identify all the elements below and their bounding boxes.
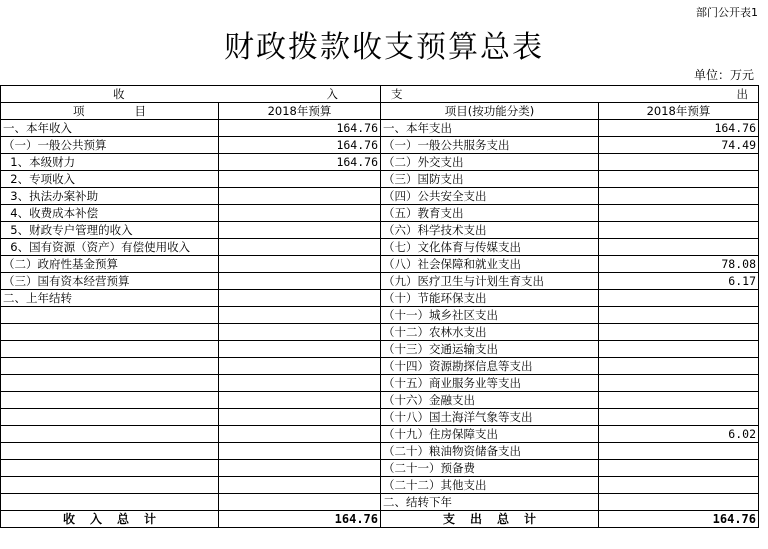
expense-amount-cell	[599, 460, 759, 477]
expense-amount-cell	[599, 477, 759, 494]
table-row	[1, 477, 759, 494]
expense-item-cell: （十二）农林水支出	[381, 324, 599, 341]
table-row	[1, 409, 759, 426]
expense-amount-cell	[599, 392, 759, 409]
income-item-cell	[1, 358, 219, 375]
expense-item-cell: （六）科学技术支出	[381, 222, 599, 239]
income-item-cell	[1, 392, 219, 409]
table-row	[1, 358, 759, 375]
table-row	[1, 426, 759, 443]
income-item-cell: 3、执法办案补助	[1, 188, 219, 205]
expense-item-cell: （十五）商业服务业等支出	[381, 375, 599, 392]
income-item-cell: （三）国有资本经营预算	[1, 273, 219, 290]
expense-item-cell: （五）教育支出	[381, 205, 599, 222]
income-amount-cell	[219, 443, 381, 460]
table-row	[1, 460, 759, 477]
income-amount-cell	[219, 341, 381, 358]
income-amount-cell	[219, 307, 381, 324]
income-item-cell: （一）一般公共预算	[1, 137, 219, 154]
income-item-cell: 二、上年结转	[1, 290, 219, 307]
expense-budget-column-header: 2018年预算	[599, 103, 759, 120]
income-item-cell: 4、收费成本补偿	[1, 205, 219, 222]
income-item-cell	[1, 426, 219, 443]
expense-item-cell: （十三）交通运输支出	[381, 341, 599, 358]
expense-item-cell: （九）医疗卫生与计划生育支出	[381, 273, 599, 290]
income-amount-cell: 164.76	[219, 120, 381, 137]
expense-amount-cell	[599, 290, 759, 307]
income-item-cell	[1, 341, 219, 358]
income-item-cell	[1, 494, 219, 511]
page-title: 财政拨款收支预算总表	[224, 30, 544, 65]
expense-amount-cell	[599, 222, 759, 239]
table-row	[1, 188, 759, 205]
income-total-label-char: 计	[143, 512, 156, 526]
item-header-char: 项	[73, 104, 85, 118]
income-amount-cell	[219, 409, 381, 426]
expense-amount-cell	[599, 154, 759, 171]
expense-item-cell: （二十）粮油物资储备支出	[381, 443, 599, 460]
expense-amount-cell: 74.49	[599, 137, 759, 154]
expense-total-label-char: 支	[443, 512, 456, 526]
expense-amount-cell	[599, 494, 759, 511]
table-row	[1, 273, 759, 290]
expense-amount-cell	[599, 324, 759, 341]
income-amount-cell	[219, 256, 381, 273]
income-amount-cell	[219, 426, 381, 443]
item-header-char: 目	[134, 104, 146, 118]
expense-item-cell: （一）一般公共服务支出	[381, 137, 599, 154]
income-amount-cell	[219, 375, 381, 392]
income-total-amount: 164.76	[219, 511, 381, 528]
income-amount-cell	[219, 494, 381, 511]
income-amount-cell: 164.76	[219, 154, 381, 171]
income-total-label-char: 收	[63, 512, 76, 526]
income-amount-cell	[219, 239, 381, 256]
income-amount-cell	[219, 171, 381, 188]
table-row	[1, 171, 759, 188]
expense-amount-cell: 78.08	[599, 256, 759, 273]
expense-amount-cell	[599, 188, 759, 205]
expense-amount-cell: 6.17	[599, 273, 759, 290]
table-row	[1, 494, 759, 511]
table-row	[1, 256, 759, 273]
expense-amount-cell	[599, 239, 759, 256]
table-row	[1, 205, 759, 222]
expense-amount-cell	[599, 171, 759, 188]
income-item-cell	[1, 307, 219, 324]
table-row	[1, 154, 759, 171]
expense-item-cell: （十）节能环保支出	[381, 290, 599, 307]
income-item-cell: 5、财政专户管理的收入	[1, 222, 219, 239]
budget-table	[0, 85, 759, 528]
table-row	[1, 307, 759, 324]
income-header-char: 入	[326, 87, 338, 101]
expense-item-cell: （八）社会保障和就业支出	[381, 256, 599, 273]
income-total-label-char: 总	[116, 512, 129, 526]
income-budget-column-header: 2018年预算	[219, 103, 381, 120]
expense-total-label	[381, 511, 599, 528]
income-amount-cell: 164.76	[219, 137, 381, 154]
expense-item-cell: （十九）住房保障支出	[381, 426, 599, 443]
expense-amount-cell	[599, 307, 759, 324]
table-row	[1, 239, 759, 256]
expense-amount-cell	[599, 358, 759, 375]
income-amount-cell	[219, 392, 381, 409]
expense-amount-cell	[599, 409, 759, 426]
income-amount-cell	[219, 324, 381, 341]
total-row	[1, 511, 759, 528]
income-item-cell	[1, 324, 219, 341]
expense-item-cell: （二十二）其他支出	[381, 477, 599, 494]
income-header	[1, 86, 381, 103]
income-item-cell: 一、本年收入	[1, 120, 219, 137]
expense-amount-cell: 6.02	[599, 426, 759, 443]
income-amount-cell	[219, 273, 381, 290]
income-amount-cell	[219, 290, 381, 307]
expense-amount-cell: 164.76	[599, 120, 759, 137]
expense-item-cell: （十六）金融支出	[381, 392, 599, 409]
income-item-cell	[1, 443, 219, 460]
expense-item-cell: 二、结转下年	[381, 494, 599, 511]
table-row	[1, 222, 759, 239]
table-row	[1, 392, 759, 409]
table-row	[1, 120, 759, 137]
income-item-cell: 6、国有资源（资产）有偿使用收入	[1, 239, 219, 256]
table-row	[1, 341, 759, 358]
income-total-label	[1, 511, 219, 528]
income-item-cell: 1、本级财力	[1, 154, 219, 171]
income-item-cell: （二）政府性基金预算	[1, 256, 219, 273]
table-row	[1, 375, 759, 392]
expense-total-label-char: 出	[469, 512, 482, 526]
expense-total-label-char: 计	[523, 512, 536, 526]
table-row	[1, 443, 759, 460]
header-row-columns	[1, 103, 759, 120]
income-amount-cell	[219, 358, 381, 375]
table-row	[1, 290, 759, 307]
table-row	[1, 137, 759, 154]
expense-item-cell: （三）国防支出	[381, 171, 599, 188]
expense-item-cell: （十八）国土海洋气象等支出	[381, 409, 599, 426]
expense-total-label-char: 总	[496, 512, 509, 526]
expense-item-cell: （七）文化体育与传媒支出	[381, 239, 599, 256]
expense-item-cell: （四）公共安全支出	[381, 188, 599, 205]
income-item-cell	[1, 460, 219, 477]
item-column-header	[1, 103, 219, 120]
income-amount-cell	[219, 222, 381, 239]
income-amount-cell	[219, 188, 381, 205]
income-amount-cell	[219, 477, 381, 494]
expense-amount-cell	[599, 205, 759, 222]
expense-total-amount: 164.76	[599, 511, 759, 528]
expense-item-cell: （十四）资源勘探信息等支出	[381, 358, 599, 375]
expense-header-char: 出	[736, 87, 748, 101]
expense-header	[381, 86, 759, 103]
unit-label: 单位：万元	[693, 68, 754, 82]
income-item-cell	[1, 375, 219, 392]
expense-header-char: 支	[391, 87, 403, 101]
income-header-char: 收	[113, 87, 125, 101]
expense-item-cell: （十一）城乡社区支出	[381, 307, 599, 324]
income-total-label-char: 入	[89, 512, 102, 526]
income-item-cell	[1, 409, 219, 426]
income-item-cell: 2、专项收入	[1, 171, 219, 188]
header-row-top	[1, 86, 759, 103]
expense-amount-cell	[599, 341, 759, 358]
table-number-label: 部门公开表1	[696, 6, 758, 19]
expense-item-cell: （二十一）预备费	[381, 460, 599, 477]
expense-item-cell: 一、本年支出	[381, 120, 599, 137]
income-amount-cell	[219, 205, 381, 222]
expense-amount-cell	[599, 375, 759, 392]
table-row	[1, 324, 759, 341]
income-item-cell	[1, 477, 219, 494]
expense-amount-cell	[599, 443, 759, 460]
function-item-column-header: 项目(按功能分类)	[381, 103, 599, 120]
expense-item-cell: （二）外交支出	[381, 154, 599, 171]
income-amount-cell	[219, 460, 381, 477]
